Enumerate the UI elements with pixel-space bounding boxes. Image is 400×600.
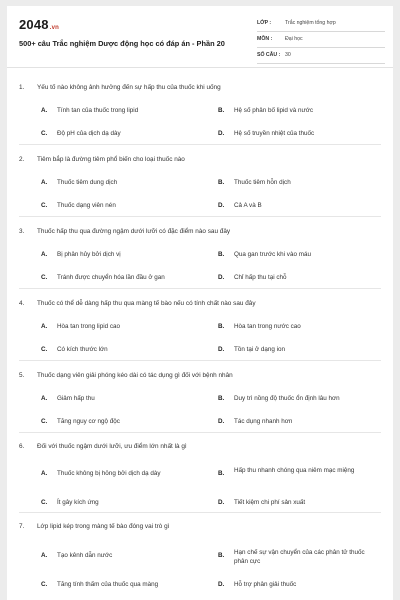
question-text: 1. Yếu tố nào không ảnh hưởng đến sự hấp thu của thuốc khi uống	[19, 84, 221, 91]
meta-value: Trắc nghiệm tổng hợp	[285, 20, 336, 26]
meta-subject	[257, 32, 385, 48]
page-header	[7, 6, 393, 68]
document-title: 500+ câu Trắc nghiệm Dược động học có đáp án - Phần 20	[19, 39, 225, 48]
divider	[19, 288, 381, 289]
logo-number: 2048	[19, 17, 49, 32]
question-text: 2. Tiêm bắp là đường tiêm phổ biến cho loại thuốc nào	[19, 156, 185, 163]
question-text: 3. Thuốc hấp thu qua đường ngậm dưới lưỡi có đặc điểm nào sau đây	[19, 228, 231, 235]
divider	[19, 144, 381, 145]
divider	[19, 216, 381, 217]
meta-key: MÔN :	[257, 36, 273, 42]
question-text: 5. Thuốc dạng viên giải phóng kéo dài có tác dụng gì đối với bệnh nhân	[19, 372, 233, 379]
meta-value: Đại học	[285, 36, 303, 42]
question-text: 4. Thuốc có thể dễ dàng hấp thu qua màng tế bào nếu có tính chất nào sau đây	[19, 300, 256, 307]
meta-key: LỚP :	[257, 20, 272, 26]
divider	[19, 432, 381, 433]
meta-info	[257, 16, 385, 64]
logo-domain: .vn	[49, 25, 60, 31]
meta-question-count	[257, 48, 385, 64]
divider	[19, 512, 381, 513]
site-logo[interactable]	[19, 17, 59, 32]
question-text: 7. Lớp lipid kép trong màng tế bào đóng vai trò gì	[19, 523, 170, 530]
meta-class	[257, 16, 385, 32]
meta-value: 30	[285, 52, 291, 58]
divider	[19, 360, 381, 361]
meta-key: SỐ CÂU :	[257, 52, 281, 58]
question-text: 6. Đối với thuốc ngậm dưới lưỡi, ưu điểm lớn nhất là gì	[19, 443, 187, 450]
quiz-page: 2048.vn 500+ câu Trắc nghiệm Dược động học có đáp án - Phần 20 LỚP : Trắc nghiệm tổng hợp MÔN : Đại học SỐ CÂU : 30 1. Yếu tố nào không ảnh hưởng đến sự hấp thu của thuốc khi uống A. Tính tan của thuốc trong lipid B. Hệ số phân bố lipid và nước C. Độ pH của dịch dạ dày D. Hệ số truyền nhiệt của thuốc 2. Tiêm bắp là đường tiêm phổ biến cho loại thuốc nào A. Thuốc tiêm dung dịch B. Thuốc tiêm hỗn dịch C. Thuốc dạng viên nén D. Cả A và B 3. Thuốc hấp thu qua đường ngậm dưới lưỡi có đặc điểm nào sau đây A. Bị phân hủy bởi dịch vị B. Qua gan trước khi vào máu C. Tránh được chuyển hóa lần đầu ở gan D. Chỉ hấp thu tại chỗ 4. Thuốc có thể dễ dàng hấp thu qua màng tế bào nếu có tính chất nào sau đây A. Hòa tan trong lipid cao B. Hòa tan trong nước cao C. Có kích thước lớn D. Tồn tại ở dạng ion 5. Thuốc dạng viên giải phóng kéo dài có tác dụng gì đối với bệnh nhân A. Giảm hấp thu B. Duy trì nồng độ thuốc ổn định lâu hơn C. Tăng nguy cơ ngộ độc D. Tác dụng nhanh hơn 6. Đối với thuốc ngậm dưới lưỡi, ưu điểm lớn nhất là gì A. Thuốc không bị hỏng bởi dịch dạ dày B. Hấp thu nhanh chóng qua niêm mạc miệng C. Ít gây kích ứng D. Tiết kiệm chi phí sản xuất 7. Lớp lipid kép trong màng tế bào đóng vai trò gì A. Tạo kênh dẫn nước B. Hạn chế sự vận chuyển của các phân tử thuốc phân cực C. Tăng tính thấm của thuốc qua màng D. Hỗ trợ phân giải thuốc	[7, 6, 393, 600]
